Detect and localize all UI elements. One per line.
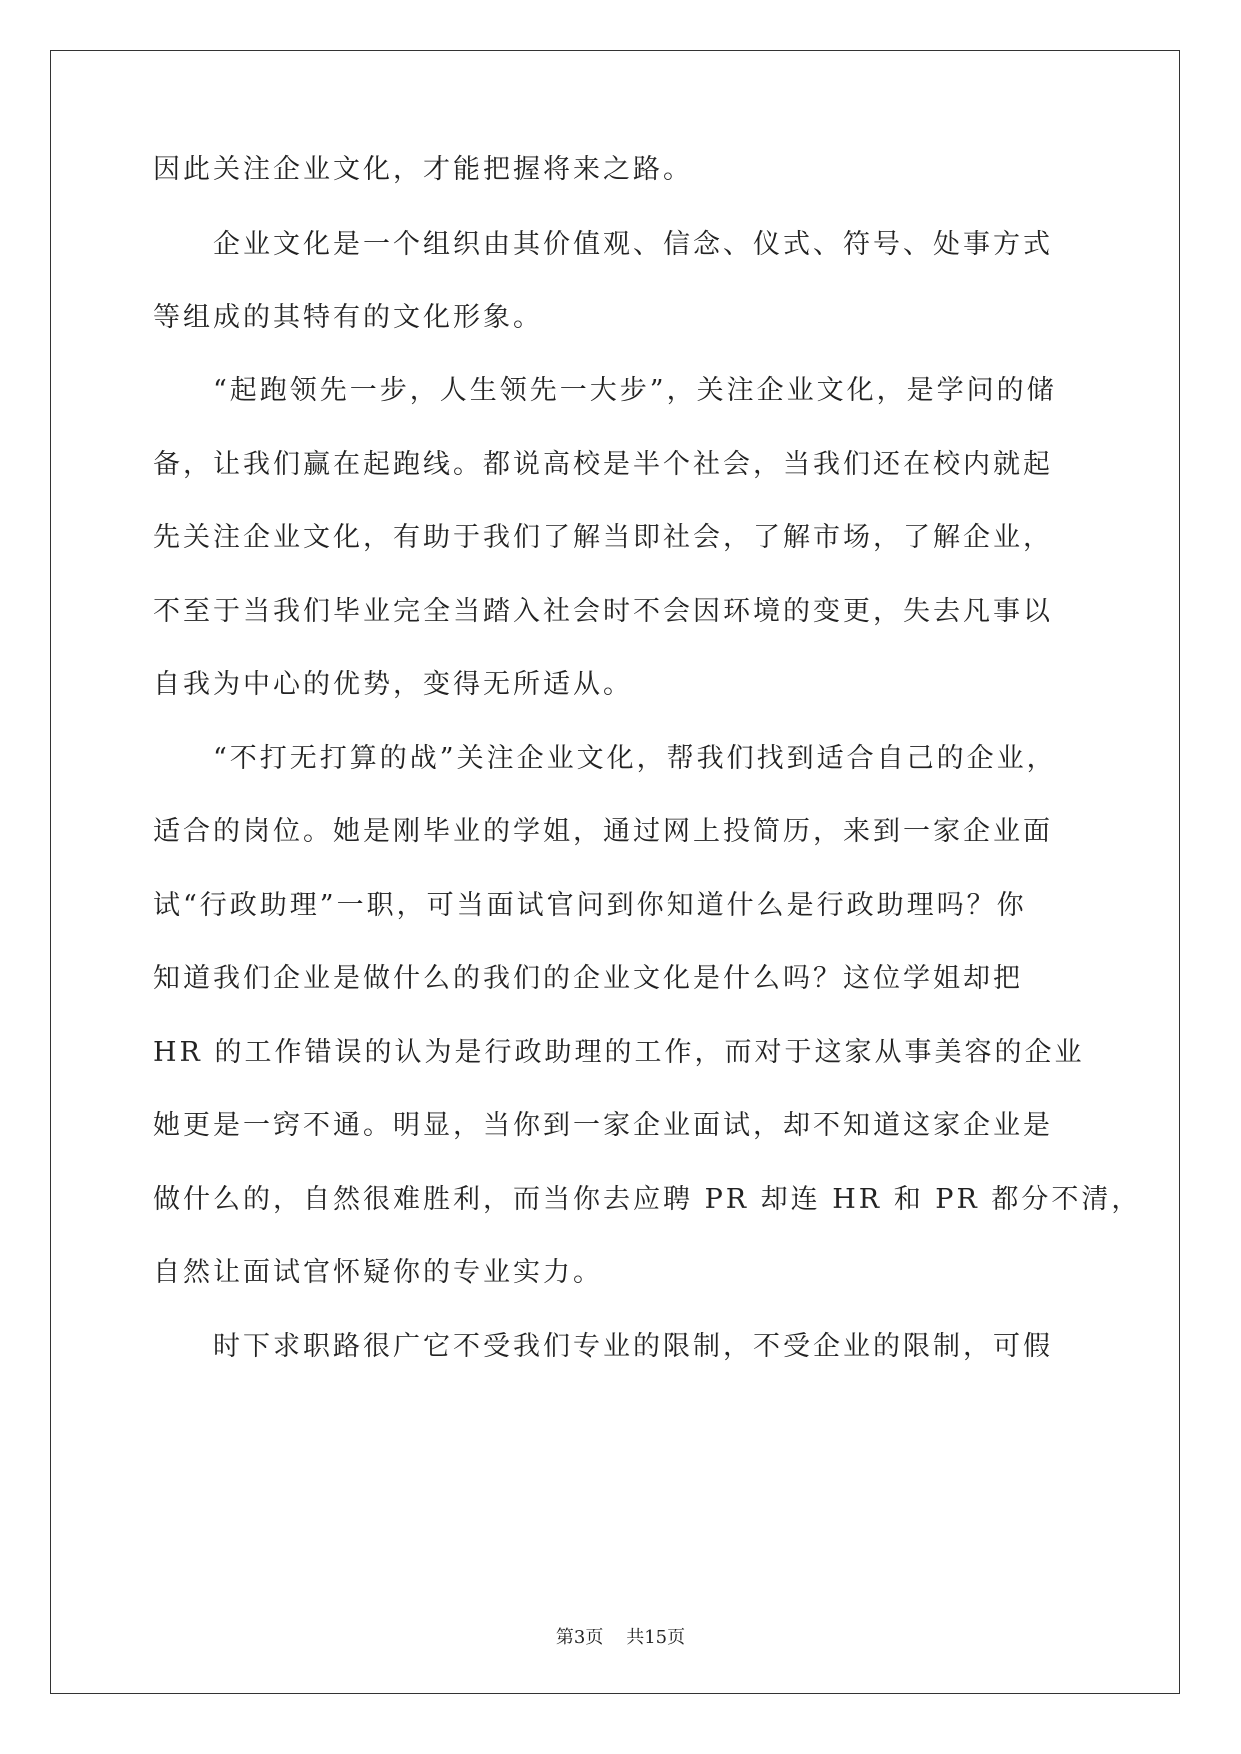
text-line: 试“行政助理”一职，可当面试官问到你知道什么是行政助理吗？你 — [153, 890, 1027, 921]
text-line: 不至于当我们毕业完全当踏入社会时不会因环境的变更，失去凡事以 — [153, 596, 1053, 627]
text-line: 适合的岗位。她是刚毕业的学姐，通过网上投简历，来到一家企业面 — [153, 816, 1053, 847]
page-border — [50, 50, 1180, 1694]
text-line: 做什么的，自然很难胜利，而当你去应聘 PR 却连 HR 和 PR 都分不清， — [153, 1184, 1142, 1215]
text-line: HR 的工作错误的认为是行政助理的工作，而对于这家从事美容的企业 — [153, 1037, 1085, 1068]
page-number: 第3页 — [555, 1627, 604, 1648]
page-footer — [0, 1626, 1241, 1650]
text-line: 备，让我们赢在起跑线。都说高校是半个社会，当我们还在校内就起 — [153, 449, 1053, 480]
text-line: 企业文化是一个组织由其价值观、信念、仪式、符号、处事方式 — [153, 229, 1053, 260]
text-line: 知道我们企业是做什么的我们的企业文化是什么吗？这位学姐却把 — [153, 963, 1023, 994]
text-line: “起跑领先一步，人生领先一大步”，关注企业文化，是学问的储 — [153, 375, 1057, 406]
text-line: 时下求职路很广它不受我们专业的限制，不受企业的限制，可假 — [153, 1331, 1053, 1362]
text-line: “不打无打算的战”关注企业文化，帮我们找到适合自己的企业， — [153, 743, 1057, 774]
page-total: 共15页 — [626, 1627, 686, 1648]
text-line: 自然让面试官怀疑你的专业实力。 — [153, 1257, 603, 1288]
text-line: 等组成的其特有的文化形象。 — [153, 302, 543, 333]
text-line: 自我为中心的优势，变得无所适从。 — [153, 669, 633, 700]
text-line: 先关注企业文化，有助于我们了解当即社会，了解市场，了解企业， — [153, 522, 1053, 553]
text-line: 她更是一窍不通。明显，当你到一家企业面试，却不知道这家企业是 — [153, 1110, 1053, 1141]
text-line: 因此关注企业文化，才能把握将来之路。 — [153, 154, 693, 185]
